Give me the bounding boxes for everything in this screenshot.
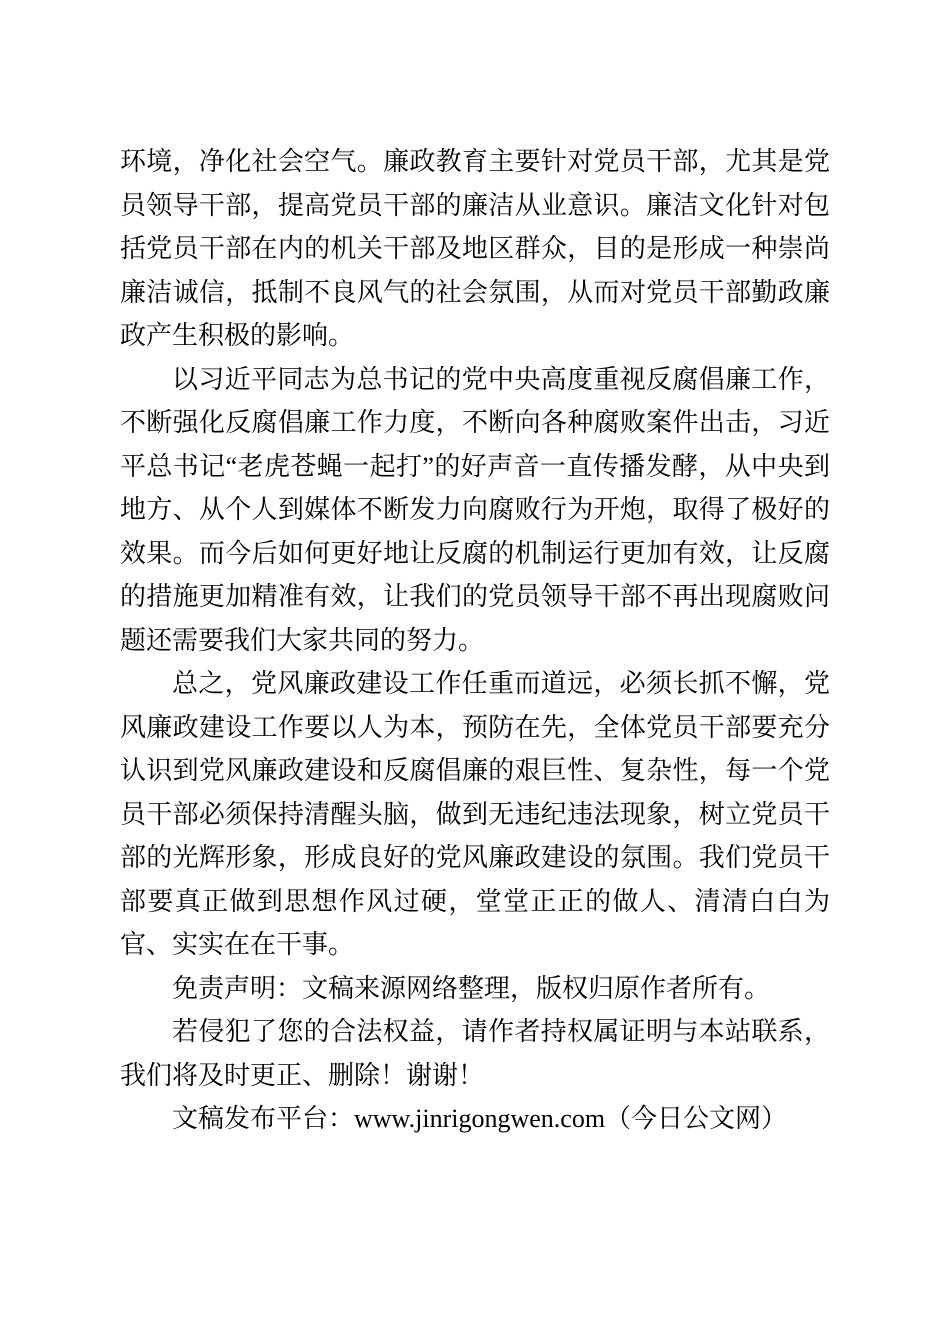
source-platform-line: 文稿发布平台：www.jinrigongwen.com（今日公文网） (172, 1104, 788, 1133)
disclaimer-line: 免责声明：文稿来源网络整理，版权归原作者所有。 (172, 973, 771, 1003)
paragraph: 总之，党风廉政建设工作任重而道远，必须长抓不懈，党风廉政建设工作要以人为本，预防在先，全体党员干部要充分认识到党风廉政建设和反腐倡廉的艰巨性、复杂性，每一个党员干部必须保持清醒头脑，做到无违纪违法现象，树立党员干部的光辉形象，形成良好的党风廉政建设的氛围。我们党员干部要真正做到思想作风过硬，堂堂正正的做人、清清白白为官、实实在在干事。 (120, 669, 830, 959)
paragraph: 以习近平同志为总书记的党中央高度重视反腐倡廉工作，不断强化反腐倡廉工作力度，不断向各种腐败案件出击，习近平总书记“老虎苍蝇一起打”的好声音一直传播发酵，从中央到地方、从个人到媒体不断发力向腐败行为开炮，取得了极好的效果。而今后如何更好地让反腐的机制运行更加有效，让反腐的措施更加精准有效，让我们的党员领导干部不再出现腐败问题还需要我们大家共同的努力。 (120, 364, 830, 655)
disclaimer-line: 若侵犯了您的合法权益，请作者持权属证明与本站联系，我们将及时更正、删除！谢谢！ (120, 1017, 830, 1090)
document-body (120, 140, 830, 1141)
paragraph-continuation: 环境，净化社会空气。廉政教育主要针对党员干部，尤其是党员领导干部，提高党员干部的廉洁从业意识。廉洁文化针对包括党员干部在内的机关干部及地区群众，目的是形成一种崇尚廉洁诚信，抵制不良风气的社会氛围，从而对党员干部勤政廉政产生积极的影响。 (120, 147, 830, 350)
